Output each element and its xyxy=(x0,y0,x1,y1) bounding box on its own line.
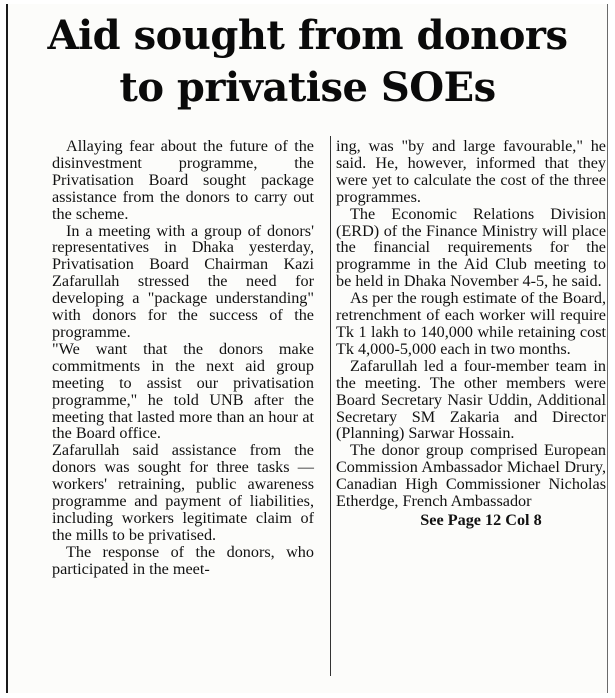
paragraph: ing, was "by and large favourable," he said. He, however, informed that they were yet to calculate the cost of the three programmes. xyxy=(336,137,606,206)
column-divider xyxy=(330,136,331,676)
paragraph: "We want that the donors make commitments in the next aid group meeting to assist our privatisation programme," he told UNB after the meeting that lasted more than an hour at the Board office. xyxy=(52,339,314,443)
paragraph: The Economic Relations Division (ERD) of the Finance Ministry will place the financial requirements for the programme in the Aid Club meeting to be held in Dhaka November 4-5, he said. xyxy=(336,204,606,291)
paragraph: Zafarullah said assistance from the donors was sought for three tasks — workers' retraining, public awareness programme and payment of liabilities, including workers legitimate claim of the mills to be privatised. xyxy=(52,441,314,544)
paragraph: Allaying fear about the future of the disinvestment programme, the Privatisation Board sought package assistance from the donors to carry out the scheme. xyxy=(52,137,314,223)
paragraph: The response of the donors, who participated in the meet- xyxy=(52,542,314,578)
article-headline xyxy=(8,10,607,114)
paragraph: In a meeting with a group of donors' representatives in Dhaka yesterday, Privatisation Board Chairman Kazi Zafarullah stressed the need for developing a "package understanding" with donors for the success of the programme. xyxy=(52,221,314,341)
right-column xyxy=(336,138,606,529)
paragraph: Zafarullah led a four-member team in the meeting. The other members were Board Secretary Nasir Uddin, Additional Secretary SM Zakaria and Director (Planning) Sarwar Hossain. xyxy=(336,356,606,443)
headline-line-1: Aid sought from donors xyxy=(47,12,568,59)
paragraph: The donor group comprised European Commission Ambassador Michael Drury, Canadian High Commissioner Nicholas Etherdge, French Ambassador xyxy=(336,441,606,511)
left-column xyxy=(52,138,314,578)
continuation-jump-line: See Page 12 Col 8 xyxy=(420,510,542,529)
paragraph: As per the rough estimate of the Board, retrenchment of each worker will require Tk 1 lakh to 140,000 while retaining cost Tk 4,000-5,000 each in two months. xyxy=(336,289,606,358)
newspaper-clipping xyxy=(6,4,608,693)
headline-line-2: to privatise SOEs xyxy=(119,64,496,111)
